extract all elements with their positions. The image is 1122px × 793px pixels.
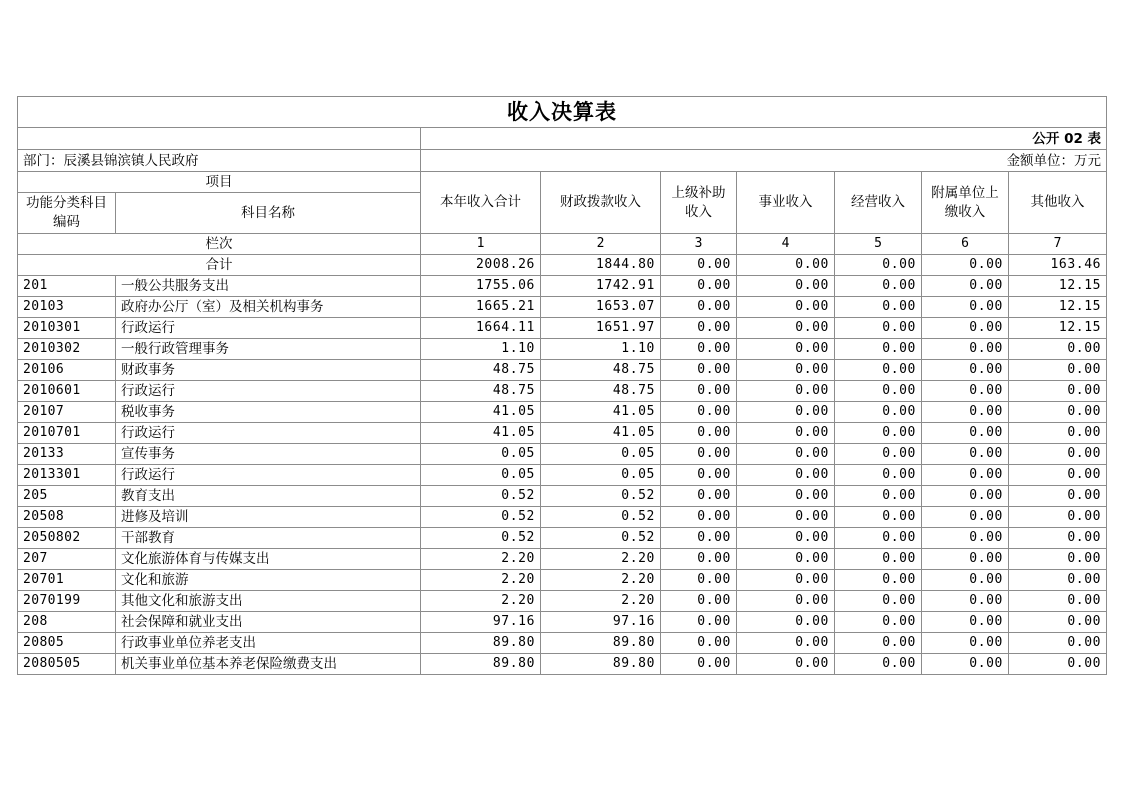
row-name: 政府办公厅（室）及相关机构事务 — [116, 297, 421, 318]
seq-3: 3 — [661, 234, 737, 255]
row-value: 0.00 — [1009, 402, 1107, 423]
row-code: 205 — [18, 486, 116, 507]
row-value: 0.00 — [737, 612, 835, 633]
row-value: 0.52 — [421, 486, 541, 507]
row-value: 2.20 — [421, 570, 541, 591]
row-code: 2050802 — [18, 528, 116, 549]
row-value: 89.80 — [541, 633, 661, 654]
row-value: 0.00 — [835, 570, 922, 591]
row-value: 0.00 — [922, 297, 1009, 318]
row-value: 0.00 — [1009, 360, 1107, 381]
row-value: 0.00 — [835, 402, 922, 423]
department-label: 部门：辰溪县锦滨镇人民政府 — [18, 150, 421, 172]
table-row — [18, 507, 1107, 528]
row-name: 行政运行 — [116, 318, 421, 339]
seq-1: 1 — [421, 234, 541, 255]
row-value: 0.00 — [661, 297, 737, 318]
row-name: 进修及培训 — [116, 507, 421, 528]
row-value: 0.00 — [922, 486, 1009, 507]
seq-7: 7 — [1009, 234, 1107, 255]
row-value: 0.52 — [541, 528, 661, 549]
table-title: 收入决算表 — [18, 97, 1107, 128]
row-value: 0.00 — [922, 591, 1009, 612]
row-code: 2010302 — [18, 339, 116, 360]
row-value: 89.80 — [421, 633, 541, 654]
row-value: 0.00 — [1009, 654, 1107, 675]
row-value: 0.52 — [421, 528, 541, 549]
row-value: 0.00 — [661, 654, 737, 675]
total-value: 163.46 — [1009, 255, 1107, 276]
row-value: 0.00 — [922, 444, 1009, 465]
row-code: 20106 — [18, 360, 116, 381]
row-name: 行政运行 — [116, 465, 421, 486]
row-value: 0.05 — [421, 465, 541, 486]
row-code: 20508 — [18, 507, 116, 528]
header-col-7: 其他收入 — [1009, 172, 1107, 234]
row-value: 0.00 — [922, 423, 1009, 444]
row-value: 1665.21 — [421, 297, 541, 318]
row-name: 文化旅游体育与传媒支出 — [116, 549, 421, 570]
row-value: 41.05 — [421, 402, 541, 423]
row-value: 0.00 — [835, 633, 922, 654]
row-code: 20103 — [18, 297, 116, 318]
row-value: 0.00 — [737, 360, 835, 381]
table-row — [18, 276, 1107, 297]
table-row — [18, 339, 1107, 360]
row-code: 2010701 — [18, 423, 116, 444]
row-name: 行政事业单位养老支出 — [116, 633, 421, 654]
row-value: 0.00 — [922, 360, 1009, 381]
row-value: 0.05 — [541, 465, 661, 486]
row-name: 机关事业单位基本养老保险缴费支出 — [116, 654, 421, 675]
total-value: 2008.26 — [421, 255, 541, 276]
row-value: 0.00 — [737, 402, 835, 423]
row-value: 0.00 — [1009, 486, 1107, 507]
header-col-2: 财政拨款收入 — [541, 172, 661, 234]
row-value: 0.00 — [737, 444, 835, 465]
row-value: 0.00 — [661, 318, 737, 339]
row-value: 0.00 — [922, 339, 1009, 360]
row-value: 0.00 — [835, 507, 922, 528]
row-value: 0.00 — [922, 528, 1009, 549]
row-value: 0.00 — [737, 318, 835, 339]
row-value: 0.00 — [922, 549, 1009, 570]
row-value: 48.75 — [541, 381, 661, 402]
row-value: 0.00 — [1009, 591, 1107, 612]
row-value: 48.75 — [541, 360, 661, 381]
row-code: 207 — [18, 549, 116, 570]
row-value: 89.80 — [541, 654, 661, 675]
row-value: 0.00 — [835, 465, 922, 486]
table-row — [18, 570, 1107, 591]
row-value: 0.00 — [835, 381, 922, 402]
table-row — [18, 381, 1107, 402]
row-value: 0.00 — [737, 570, 835, 591]
row-name: 社会保障和就业支出 — [116, 612, 421, 633]
seq-6: 6 — [922, 234, 1009, 255]
row-name: 财政事务 — [116, 360, 421, 381]
table-row — [18, 465, 1107, 486]
row-value: 0.00 — [737, 591, 835, 612]
row-value: 1664.11 — [421, 318, 541, 339]
row-value: 0.00 — [1009, 444, 1107, 465]
row-value: 0.00 — [1009, 612, 1107, 633]
row-code: 2013301 — [18, 465, 116, 486]
total-value: 0.00 — [661, 255, 737, 276]
row-value: 0.00 — [737, 549, 835, 570]
row-value: 0.00 — [661, 633, 737, 654]
row-value: 0.00 — [1009, 381, 1107, 402]
row-name: 干部教育 — [116, 528, 421, 549]
row-value: 0.00 — [835, 612, 922, 633]
row-value: 97.16 — [421, 612, 541, 633]
row-value: 1653.07 — [541, 297, 661, 318]
row-value: 0.00 — [737, 381, 835, 402]
row-code: 20133 — [18, 444, 116, 465]
row-value: 0.00 — [922, 612, 1009, 633]
row-value: 0.00 — [1009, 549, 1107, 570]
header-col-6: 附属单位上缴收入 — [922, 172, 1009, 234]
row-value: 0.00 — [835, 654, 922, 675]
row-value: 48.75 — [421, 360, 541, 381]
total-label: 合计 — [18, 255, 421, 276]
row-value: 0.00 — [1009, 570, 1107, 591]
row-value: 1.10 — [421, 339, 541, 360]
row-value: 0.00 — [835, 528, 922, 549]
row-value: 0.05 — [541, 444, 661, 465]
row-value: 0.00 — [922, 465, 1009, 486]
row-value: 0.00 — [835, 423, 922, 444]
table-row — [18, 633, 1107, 654]
row-value: 0.00 — [1009, 507, 1107, 528]
row-name: 教育支出 — [116, 486, 421, 507]
row-value: 0.00 — [737, 528, 835, 549]
row-value: 2.20 — [421, 549, 541, 570]
row-value: 89.80 — [421, 654, 541, 675]
row-value: 0.00 — [661, 381, 737, 402]
row-name: 宣传事务 — [116, 444, 421, 465]
row-value: 12.15 — [1009, 276, 1107, 297]
row-code: 2010301 — [18, 318, 116, 339]
row-code: 2070199 — [18, 591, 116, 612]
seq-5: 5 — [835, 234, 922, 255]
form-number: 公开 02 表 — [421, 128, 1107, 150]
row-value: 0.00 — [1009, 339, 1107, 360]
table-row — [18, 654, 1107, 675]
row-value: 0.00 — [661, 276, 737, 297]
row-name: 一般公共服务支出 — [116, 276, 421, 297]
header-item: 项目 — [18, 172, 421, 193]
row-value: 2.20 — [541, 549, 661, 570]
row-value: 2.20 — [541, 591, 661, 612]
row-value: 0.00 — [922, 570, 1009, 591]
row-value: 0.00 — [661, 528, 737, 549]
header-name: 科目名称 — [116, 193, 421, 234]
row-value: 0.00 — [835, 549, 922, 570]
seq-4: 4 — [737, 234, 835, 255]
row-value: 0.00 — [737, 339, 835, 360]
row-value: 0.00 — [661, 402, 737, 423]
row-value: 1755.06 — [421, 276, 541, 297]
table-row — [18, 549, 1107, 570]
income-final-accounts-sheet — [17, 96, 1106, 675]
header-col-5: 经营收入 — [835, 172, 922, 234]
row-value: 0.00 — [661, 360, 737, 381]
header-col-3: 上级补助收入 — [661, 172, 737, 234]
row-value: 2.20 — [421, 591, 541, 612]
row-value: 0.00 — [737, 633, 835, 654]
table-row — [18, 318, 1107, 339]
row-value: 0.00 — [1009, 465, 1107, 486]
row-code: 20107 — [18, 402, 116, 423]
row-value: 41.05 — [541, 423, 661, 444]
row-value: 0.00 — [737, 465, 835, 486]
total-value: 1844.80 — [541, 255, 661, 276]
table-row — [18, 297, 1107, 318]
income-table — [17, 96, 1107, 675]
row-value: 0.00 — [835, 318, 922, 339]
table-row — [18, 486, 1107, 507]
row-code: 20805 — [18, 633, 116, 654]
row-code: 208 — [18, 612, 116, 633]
row-name: 其他文化和旅游支出 — [116, 591, 421, 612]
row-value: 0.00 — [661, 423, 737, 444]
total-value: 0.00 — [737, 255, 835, 276]
row-value: 12.15 — [1009, 297, 1107, 318]
row-value: 0.00 — [922, 654, 1009, 675]
row-value: 0.00 — [835, 444, 922, 465]
row-value: 41.05 — [421, 423, 541, 444]
row-value: 0.00 — [737, 486, 835, 507]
row-value: 0.00 — [1009, 528, 1107, 549]
row-value: 0.00 — [661, 339, 737, 360]
total-value: 0.00 — [835, 255, 922, 276]
row-value: 0.05 — [421, 444, 541, 465]
row-value: 0.00 — [835, 360, 922, 381]
row-value: 0.00 — [661, 549, 737, 570]
row-code: 2080505 — [18, 654, 116, 675]
row-value: 0.00 — [661, 507, 737, 528]
row-value: 0.00 — [737, 297, 835, 318]
row-value: 0.00 — [661, 486, 737, 507]
row-name: 税收事务 — [116, 402, 421, 423]
row-value: 0.00 — [1009, 633, 1107, 654]
row-value: 0.00 — [737, 507, 835, 528]
header-col-1: 本年收入合计 — [421, 172, 541, 234]
table-row — [18, 360, 1107, 381]
table-row — [18, 612, 1107, 633]
row-value: 0.00 — [737, 654, 835, 675]
row-value: 0.52 — [541, 507, 661, 528]
row-value: 0.00 — [661, 591, 737, 612]
table-row — [18, 444, 1107, 465]
row-value: 0.52 — [541, 486, 661, 507]
row-value: 0.00 — [661, 465, 737, 486]
row-value: 12.15 — [1009, 318, 1107, 339]
table-row — [18, 423, 1107, 444]
row-value: 0.00 — [1009, 423, 1107, 444]
row-value: 0.00 — [922, 402, 1009, 423]
row-name: 文化和旅游 — [116, 570, 421, 591]
row-name: 行政运行 — [116, 423, 421, 444]
unit-label: 金额单位：万元 — [421, 150, 1107, 172]
row-name: 一般行政管理事务 — [116, 339, 421, 360]
row-value: 0.00 — [737, 423, 835, 444]
row-value: 0.00 — [737, 276, 835, 297]
row-code: 20701 — [18, 570, 116, 591]
row-value: 2.20 — [541, 570, 661, 591]
meta-spacer-left — [18, 128, 421, 150]
seq-label: 栏次 — [18, 234, 421, 255]
seq-2: 2 — [541, 234, 661, 255]
row-value: 0.52 — [421, 507, 541, 528]
row-value: 0.00 — [835, 339, 922, 360]
row-value: 0.00 — [922, 318, 1009, 339]
row-name: 行政运行 — [116, 381, 421, 402]
header-code: 功能分类科目编码 — [18, 193, 116, 234]
row-value: 0.00 — [835, 297, 922, 318]
table-row — [18, 528, 1107, 549]
header-col-4: 事业收入 — [737, 172, 835, 234]
row-value: 1.10 — [541, 339, 661, 360]
row-code: 201 — [18, 276, 116, 297]
row-value: 1742.91 — [541, 276, 661, 297]
row-value: 0.00 — [922, 633, 1009, 654]
row-value: 0.00 — [835, 591, 922, 612]
row-value: 0.00 — [922, 507, 1009, 528]
row-value: 0.00 — [661, 570, 737, 591]
row-code: 2010601 — [18, 381, 116, 402]
row-value: 1651.97 — [541, 318, 661, 339]
total-row — [18, 255, 1107, 276]
row-value: 0.00 — [922, 276, 1009, 297]
table-row — [18, 591, 1107, 612]
row-value: 0.00 — [922, 381, 1009, 402]
row-value: 0.00 — [835, 486, 922, 507]
row-value: 97.16 — [541, 612, 661, 633]
row-value: 41.05 — [541, 402, 661, 423]
row-value: 0.00 — [661, 612, 737, 633]
row-value: 48.75 — [421, 381, 541, 402]
table-row — [18, 402, 1107, 423]
total-value: 0.00 — [922, 255, 1009, 276]
row-value: 0.00 — [661, 444, 737, 465]
row-value: 0.00 — [835, 276, 922, 297]
